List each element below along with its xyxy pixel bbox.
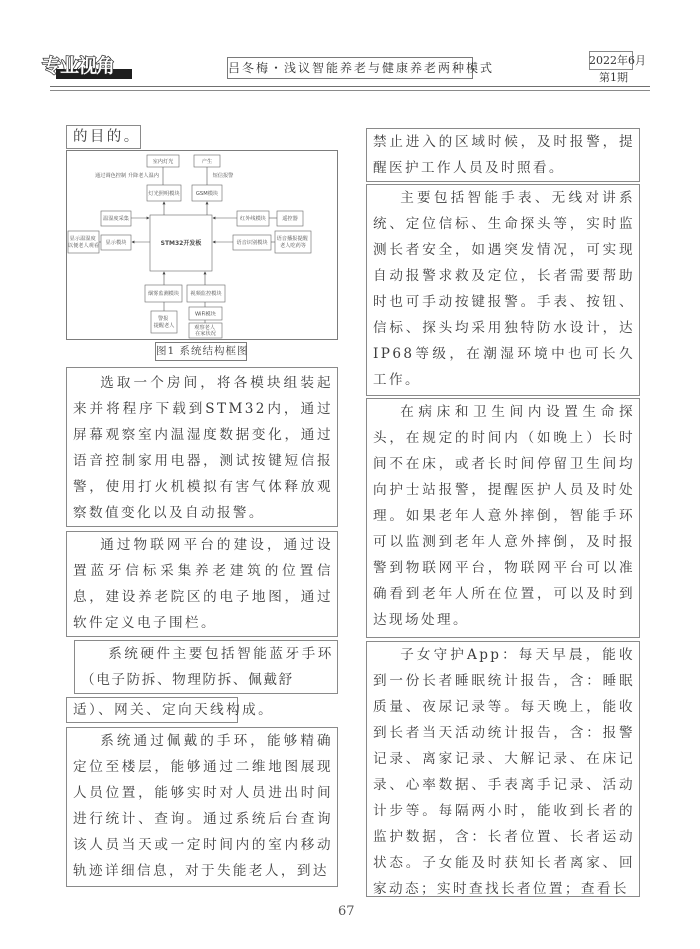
node-label: 观察老人 在家状况	[194, 325, 216, 337]
paragraph: 的目的。	[73, 129, 141, 145]
page-number: 67	[338, 904, 355, 919]
node-label: 视频监控模块	[190, 291, 222, 297]
text-block	[366, 184, 640, 396]
node-label: 显示温湿度 以便老人观看	[67, 236, 100, 249]
paragraph: 主要包括智能手表、无线对讲系统、定位信标、生命探头等，实时监测长者安全，如遇突发情况，可实现自动报警求救及定位，长者需要帮助时也可手动按键报警。手表、按钮、信标、探头均采用独特防水设计，达IP68等级，在潮湿环境中也可长久工作。	[373, 190, 635, 388]
node-label: 短信报警	[212, 173, 234, 179]
issue-number: 第1期	[599, 71, 628, 84]
node-label: 语音播报提醒 老人吃药等	[276, 236, 308, 249]
text-block	[366, 398, 640, 638]
node-label: WiFi模块	[195, 311, 216, 318]
figure-caption: 图1 系统结构框图	[155, 342, 247, 361]
paragraph: 通过物联网平台的建设，通过设置蓝牙信标采集养老建筑的位置信息，建设养老院区的电子地图，通过软件定义电子围栏。	[73, 537, 333, 631]
header-rule-thin	[50, 90, 650, 91]
text-block-fragment	[66, 125, 141, 149]
text-block	[66, 367, 338, 527]
paragraph: 禁止进入的区域时候，及时报警，提醒医护工作人员及时照看。	[373, 134, 635, 176]
text-block	[66, 531, 338, 637]
node-label: 烟雾监测模块	[147, 291, 180, 297]
node-label: GSM模块	[195, 191, 219, 197]
node-voice-out	[275, 231, 311, 253]
system-structure-diagram	[66, 150, 338, 340]
text-block	[74, 640, 338, 694]
paragraph: 系统硬件主要包括智能蓝牙手环（电子防拆、物理防拆、佩戴舒	[81, 646, 333, 688]
article-title: 吕冬梅・浅议智能养老与健康养老两种模式	[227, 57, 473, 79]
text-block	[66, 727, 338, 887]
header-rule	[50, 86, 650, 87]
node-label: 灯光照明模块	[148, 191, 180, 197]
text-block	[366, 641, 640, 897]
node-smoke-out	[151, 311, 177, 333]
node-label: 产生	[201, 159, 213, 165]
node-label: 温湿度采集	[103, 216, 129, 222]
section-logo-text: 专业视角	[42, 55, 115, 77]
text-block	[66, 697, 275, 723]
node-label: 室内灯光	[152, 159, 174, 165]
node-label: 语音识别模块	[236, 240, 268, 246]
paragraph: 适）、网关、定向天线构成。	[73, 702, 275, 718]
paragraph: 子女守护App：每天早晨，能收到一份长者睡眠统计报告，含：睡眠质量、夜尿记录等。每天晚上，能收到长者当天活动统计报告，含：报警记录、离家记录、大解记录、在床记录、心率数据、手表离手记录、活动计步等。每隔两小时，能收到长者的监护数据，含：长者位置、长者运动状态。子女能及时获知长者离家、回家动态；实时查找长者位置；查看长	[373, 647, 635, 897]
section-logo	[42, 55, 134, 79]
node-label: 红外线模块	[240, 216, 266, 222]
node-label: 通过调色控制 升降老人温内	[95, 173, 159, 179]
paragraph: 在病床和卫生间内设置生命探头，在规定的时间内（如晚上）长时间不在床，或者长时间停留卫生间均向护士站报警，提醒医护人员及时处理。如果老年人意外摔倒，智能手环可以监测到老年人意外摔倒，及时报警到物联网平台，物联网平台可以准确看到老年人所在位置，可以及时到达现场处理。	[373, 404, 635, 628]
diagram-svg	[67, 151, 337, 339]
text-block	[366, 128, 640, 182]
node-label: STM32开发板	[160, 240, 202, 247]
paragraph: 选取一个房间，将各模块组装起来并将程序下载到STM32内，通过屏幕观察室内温湿度数据变化，通过语音控制家用电器，测试按键短信报警，使用打火机模拟有害气体释放观察数值变化以及自动报警。	[73, 375, 333, 521]
paragraph: 系统通过佩戴的手环，能够精确定位至楼层，能够通过二维地图展现人员位置，能够实时对人员进出时间进行统计、查询。通过系统后台查询该人员当天或一定时间内的室内移动轨迹详细信息，对于失能老人，到达	[73, 733, 333, 879]
node-label: 警报 提醒老人	[153, 316, 175, 329]
node-label: 遥控器	[282, 216, 298, 222]
node-label: 显示模块	[105, 240, 127, 246]
node-display-out	[68, 231, 99, 253]
issue-date: 2022年6月	[589, 54, 646, 67]
